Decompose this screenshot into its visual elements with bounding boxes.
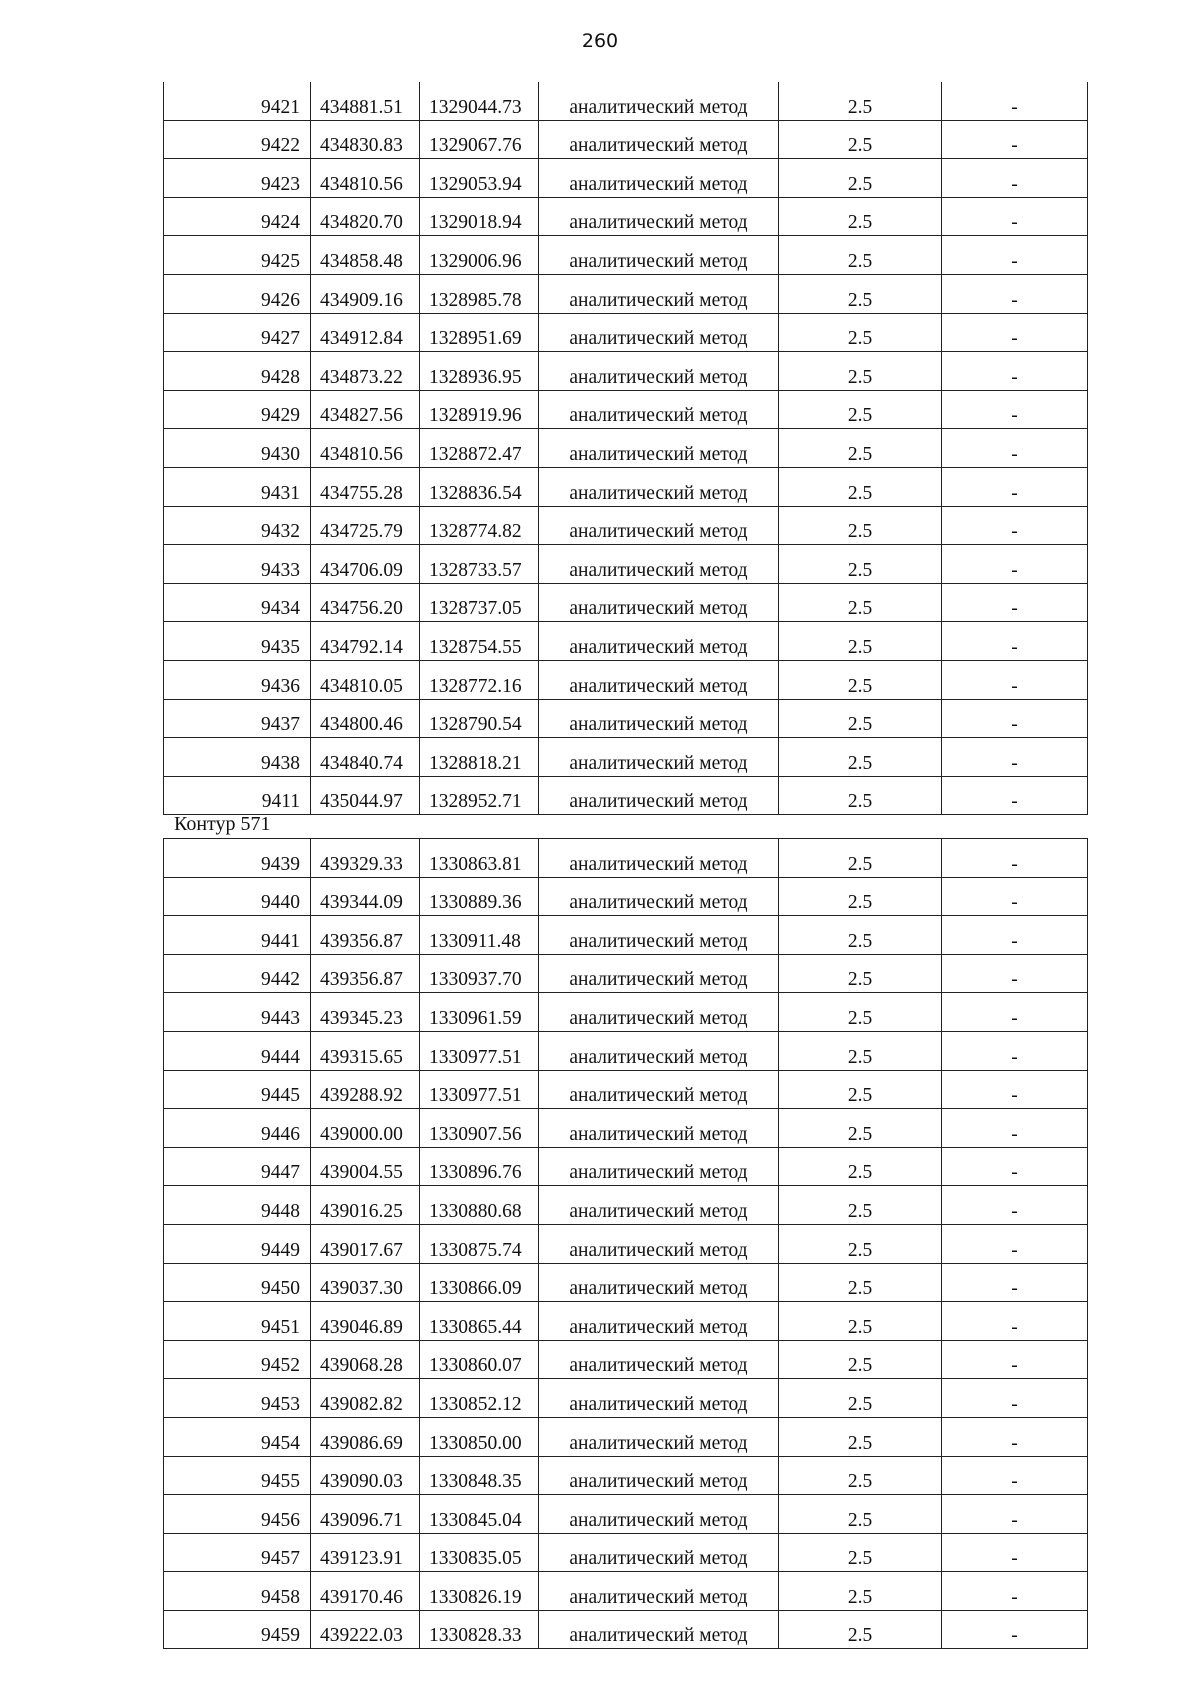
note-cell: - [942,313,1088,352]
point-number-cell: 9447 [164,1147,311,1186]
point-number-cell: 9448 [164,1186,311,1225]
table-row [164,916,1088,955]
method-cell: аналитический метод [539,1109,779,1148]
note-cell: - [942,1340,1088,1379]
point-number-cell: 9441 [164,916,311,955]
point-number-cell: 9455 [164,1456,311,1495]
accuracy-cell: 2.5 [779,1302,942,1341]
table-row [164,274,1088,313]
method-cell: аналитический метод [539,82,779,120]
table-row [164,1186,1088,1225]
accuracy-cell: 2.5 [779,429,942,468]
y-coordinate-cell: 1330852.12 [420,1379,539,1418]
table-row [164,1533,1088,1572]
accuracy-cell: 2.5 [779,583,942,622]
x-coordinate-cell: 439096.71 [311,1495,420,1534]
note-cell: - [942,467,1088,506]
note-cell: - [942,352,1088,391]
point-number-cell: 9422 [164,120,311,159]
method-cell: аналитический метод [539,1186,779,1225]
method-cell: аналитический метод [539,236,779,275]
note-cell: - [942,1186,1088,1225]
y-coordinate-cell: 1328774.82 [420,506,539,545]
method-cell: аналитический метод [539,274,779,313]
y-coordinate-cell: 1330875.74 [420,1224,539,1263]
x-coordinate-cell: 439086.69 [311,1417,420,1456]
table-row [164,1340,1088,1379]
note-cell: - [942,916,1088,955]
section-title: Контур 571 [174,813,271,835]
table-row [164,1070,1088,1109]
point-number-cell: 9440 [164,877,311,916]
y-coordinate-cell: 1329006.96 [420,236,539,275]
table-row [164,877,1088,916]
coordinates-table-2 [163,838,1088,1649]
y-coordinate-cell: 1330865.44 [420,1302,539,1341]
x-coordinate-cell: 434800.46 [311,699,420,738]
y-coordinate-cell: 1330977.51 [420,1031,539,1070]
x-coordinate-cell: 434830.83 [311,120,420,159]
method-cell: аналитический метод [539,877,779,916]
point-number-cell: 9442 [164,954,311,993]
x-coordinate-cell: 439288.92 [311,1070,420,1109]
x-coordinate-cell: 434881.51 [311,82,420,120]
accuracy-cell: 2.5 [779,1031,942,1070]
y-coordinate-cell: 1330835.05 [420,1533,539,1572]
point-number-cell: 9444 [164,1031,311,1070]
note-cell: - [942,1302,1088,1341]
x-coordinate-cell: 439017.67 [311,1224,420,1263]
x-coordinate-cell: 439000.00 [311,1109,420,1148]
y-coordinate-cell: 1330907.56 [420,1109,539,1148]
x-coordinate-cell: 439344.09 [311,877,420,916]
accuracy-cell: 2.5 [779,1456,942,1495]
accuracy-cell: 2.5 [779,877,942,916]
x-coordinate-cell: 439046.89 [311,1302,420,1341]
x-coordinate-cell: 439356.87 [311,916,420,955]
accuracy-cell: 2.5 [779,1610,942,1649]
point-number-cell: 9458 [164,1572,311,1611]
x-coordinate-cell: 434827.56 [311,390,420,429]
method-cell: аналитический метод [539,1572,779,1611]
point-number-cell: 9434 [164,583,311,622]
note-cell: - [942,877,1088,916]
y-coordinate-cell: 1330860.07 [420,1340,539,1379]
accuracy-cell: 2.5 [779,1147,942,1186]
x-coordinate-cell: 434858.48 [311,236,420,275]
method-cell: аналитический метод [539,1495,779,1534]
x-coordinate-cell: 439123.91 [311,1533,420,1572]
table-row [164,429,1088,468]
accuracy-cell: 2.5 [779,197,942,236]
y-coordinate-cell: 1328818.21 [420,738,539,777]
accuracy-cell: 2.5 [779,467,942,506]
table-row [164,1379,1088,1418]
point-number-cell: 9421 [164,82,311,120]
y-coordinate-cell: 1328985.78 [420,274,539,313]
note-cell: - [942,274,1088,313]
table-row [164,660,1088,699]
note-cell: - [942,1417,1088,1456]
y-coordinate-cell: 1330848.35 [420,1456,539,1495]
table-row [164,1495,1088,1534]
table-row [164,1610,1088,1649]
y-coordinate-cell: 1330880.68 [420,1186,539,1225]
x-coordinate-cell: 439004.55 [311,1147,420,1186]
y-coordinate-cell: 1329067.76 [420,120,539,159]
table-row [164,1147,1088,1186]
point-number-cell: 9445 [164,1070,311,1109]
table-row [164,1109,1088,1148]
note-cell: - [942,429,1088,468]
y-coordinate-cell: 1328733.57 [420,545,539,584]
y-coordinate-cell: 1330866.09 [420,1263,539,1302]
y-coordinate-cell: 1328951.69 [420,313,539,352]
accuracy-cell: 2.5 [779,1224,942,1263]
note-cell: - [942,506,1088,545]
method-cell: аналитический метод [539,197,779,236]
note-cell: - [942,197,1088,236]
accuracy-cell: 2.5 [779,274,942,313]
accuracy-cell: 2.5 [779,1379,942,1418]
y-coordinate-cell: 1330889.36 [420,877,539,916]
point-number-cell: 9430 [164,429,311,468]
accuracy-cell: 2.5 [779,622,942,661]
x-coordinate-cell: 434756.20 [311,583,420,622]
accuracy-cell: 2.5 [779,1417,942,1456]
x-coordinate-cell: 434810.56 [311,159,420,198]
point-number-cell: 9453 [164,1379,311,1418]
table-row [164,738,1088,777]
accuracy-cell: 2.5 [779,352,942,391]
accuracy-cell: 2.5 [779,120,942,159]
method-cell: аналитический метод [539,993,779,1032]
point-number-cell: 9454 [164,1417,311,1456]
method-cell: аналитический метод [539,1610,779,1649]
coordinates-table-1 [163,82,1088,815]
x-coordinate-cell: 439170.46 [311,1572,420,1611]
note-cell: - [942,1147,1088,1186]
accuracy-cell: 2.5 [779,1186,942,1225]
accuracy-cell: 2.5 [779,313,942,352]
note-cell: - [942,120,1088,159]
accuracy-cell: 2.5 [779,839,942,878]
x-coordinate-cell: 435044.97 [311,776,420,815]
x-coordinate-cell: 439222.03 [311,1610,420,1649]
y-coordinate-cell: 1329018.94 [420,197,539,236]
method-cell: аналитический метод [539,1263,779,1302]
point-number-cell: 9425 [164,236,311,275]
table-row [164,82,1088,120]
table-row [164,390,1088,429]
accuracy-cell: 2.5 [779,1340,942,1379]
table-row [164,1031,1088,1070]
table-row [164,622,1088,661]
accuracy-cell: 2.5 [779,390,942,429]
x-coordinate-cell: 439037.30 [311,1263,420,1302]
point-number-cell: 9433 [164,545,311,584]
accuracy-cell: 2.5 [779,1109,942,1148]
y-coordinate-cell: 1328737.05 [420,583,539,622]
method-cell: аналитический метод [539,1031,779,1070]
method-cell: аналитический метод [539,1340,779,1379]
point-number-cell: 9424 [164,197,311,236]
page-number: 260 [581,30,619,52]
note-cell: - [942,1031,1088,1070]
accuracy-cell: 2.5 [779,1495,942,1534]
table-row [164,352,1088,391]
y-coordinate-cell: 1328936.95 [420,352,539,391]
accuracy-cell: 2.5 [779,236,942,275]
method-cell: аналитический метод [539,429,779,468]
note-cell: - [942,1109,1088,1148]
accuracy-cell: 2.5 [779,699,942,738]
note-cell: - [942,390,1088,429]
point-number-cell: 9452 [164,1340,311,1379]
table-row [164,506,1088,545]
method-cell: аналитический метод [539,1224,779,1263]
y-coordinate-cell: 1330826.19 [420,1572,539,1611]
table-row [164,1456,1088,1495]
y-coordinate-cell: 1330911.48 [420,916,539,955]
table-row [164,197,1088,236]
x-coordinate-cell: 434909.16 [311,274,420,313]
table-row [164,993,1088,1032]
method-cell: аналитический метод [539,1302,779,1341]
accuracy-cell: 2.5 [779,660,942,699]
x-coordinate-cell: 439329.33 [311,839,420,878]
table-row [164,1302,1088,1341]
x-coordinate-cell: 434840.74 [311,738,420,777]
x-coordinate-cell: 434810.56 [311,429,420,468]
table-row [164,776,1088,815]
note-cell: - [942,1456,1088,1495]
note-cell: - [942,954,1088,993]
table-row [164,545,1088,584]
accuracy-cell: 2.5 [779,1263,942,1302]
method-cell: аналитический метод [539,738,779,777]
y-coordinate-cell: 1330896.76 [420,1147,539,1186]
x-coordinate-cell: 434873.22 [311,352,420,391]
note-cell: - [942,1379,1088,1418]
table-row [164,120,1088,159]
note-cell: - [942,699,1088,738]
note-cell: - [942,1495,1088,1534]
note-cell: - [942,545,1088,584]
point-number-cell: 9459 [164,1610,311,1649]
point-number-cell: 9450 [164,1263,311,1302]
point-number-cell: 9446 [164,1109,311,1148]
note-cell: - [942,82,1088,120]
method-cell: аналитический метод [539,1070,779,1109]
point-number-cell: 9439 [164,839,311,878]
note-cell: - [942,839,1088,878]
point-number-cell: 9438 [164,738,311,777]
x-coordinate-cell: 439345.23 [311,993,420,1032]
method-cell: аналитический метод [539,352,779,391]
note-cell: - [942,738,1088,777]
accuracy-cell: 2.5 [779,954,942,993]
x-coordinate-cell: 439090.03 [311,1456,420,1495]
table-row [164,313,1088,352]
y-coordinate-cell: 1330961.59 [420,993,539,1032]
y-coordinate-cell: 1330937.70 [420,954,539,993]
table-row [164,236,1088,275]
method-cell: аналитический метод [539,390,779,429]
accuracy-cell: 2.5 [779,1533,942,1572]
note-cell: - [942,993,1088,1032]
note-cell: - [942,236,1088,275]
y-coordinate-cell: 1328754.55 [420,622,539,661]
method-cell: аналитический метод [539,839,779,878]
method-cell: аналитический метод [539,313,779,352]
method-cell: аналитический метод [539,622,779,661]
table-row [164,1263,1088,1302]
point-number-cell: 9437 [164,699,311,738]
y-coordinate-cell: 1328872.47 [420,429,539,468]
point-number-cell: 9435 [164,622,311,661]
note-cell: - [942,159,1088,198]
y-coordinate-cell: 1328790.54 [420,699,539,738]
y-coordinate-cell: 1329044.73 [420,82,539,120]
x-coordinate-cell: 434725.79 [311,506,420,545]
table-row [164,159,1088,198]
accuracy-cell: 2.5 [779,506,942,545]
point-number-cell: 9449 [164,1224,311,1263]
method-cell: аналитический метод [539,1147,779,1186]
point-number-cell: 9432 [164,506,311,545]
note-cell: - [942,622,1088,661]
x-coordinate-cell: 439315.65 [311,1031,420,1070]
note-cell: - [942,1224,1088,1263]
accuracy-cell: 2.5 [779,738,942,777]
accuracy-cell: 2.5 [779,1070,942,1109]
table-row [164,1224,1088,1263]
method-cell: аналитический метод [539,1456,779,1495]
point-number-cell: 9411 [164,776,311,815]
table-row [164,699,1088,738]
x-coordinate-cell: 434810.05 [311,660,420,699]
y-coordinate-cell: 1328772.16 [420,660,539,699]
x-coordinate-cell: 439016.25 [311,1186,420,1225]
point-number-cell: 9443 [164,993,311,1032]
accuracy-cell: 2.5 [779,159,942,198]
y-coordinate-cell: 1330863.81 [420,839,539,878]
point-number-cell: 9429 [164,390,311,429]
method-cell: аналитический метод [539,699,779,738]
method-cell: аналитический метод [539,159,779,198]
accuracy-cell: 2.5 [779,82,942,120]
method-cell: аналитический метод [539,1417,779,1456]
method-cell: аналитический метод [539,660,779,699]
note-cell: - [942,776,1088,815]
method-cell: аналитический метод [539,776,779,815]
point-number-cell: 9451 [164,1302,311,1341]
note-cell: - [942,1070,1088,1109]
table-row [164,583,1088,622]
method-cell: аналитический метод [539,583,779,622]
method-cell: аналитический метод [539,1379,779,1418]
y-coordinate-cell: 1330977.51 [420,1070,539,1109]
x-coordinate-cell: 439068.28 [311,1340,420,1379]
x-coordinate-cell: 434792.14 [311,622,420,661]
y-coordinate-cell: 1328952.71 [420,776,539,815]
note-cell: - [942,1610,1088,1649]
x-coordinate-cell: 439356.87 [311,954,420,993]
accuracy-cell: 2.5 [779,776,942,815]
table-row [164,1572,1088,1611]
table-row [164,954,1088,993]
note-cell: - [942,1533,1088,1572]
point-number-cell: 9456 [164,1495,311,1534]
method-cell: аналитический метод [539,545,779,584]
y-coordinate-cell: 1330845.04 [420,1495,539,1534]
y-coordinate-cell: 1330850.00 [420,1417,539,1456]
x-coordinate-cell: 439082.82 [311,1379,420,1418]
x-coordinate-cell: 434755.28 [311,467,420,506]
accuracy-cell: 2.5 [779,916,942,955]
x-coordinate-cell: 434706.09 [311,545,420,584]
point-number-cell: 9427 [164,313,311,352]
table-row [164,1417,1088,1456]
accuracy-cell: 2.5 [779,545,942,584]
point-number-cell: 9428 [164,352,311,391]
y-coordinate-cell: 1328836.54 [420,467,539,506]
note-cell: - [942,1572,1088,1611]
table-row [164,839,1088,878]
point-number-cell: 9431 [164,467,311,506]
note-cell: - [942,583,1088,622]
y-coordinate-cell: 1329053.94 [420,159,539,198]
method-cell: аналитический метод [539,954,779,993]
point-number-cell: 9457 [164,1533,311,1572]
method-cell: аналитический метод [539,467,779,506]
method-cell: аналитический метод [539,916,779,955]
table-row [164,467,1088,506]
x-coordinate-cell: 434820.70 [311,197,420,236]
method-cell: аналитический метод [539,1533,779,1572]
x-coordinate-cell: 434912.84 [311,313,420,352]
point-number-cell: 9426 [164,274,311,313]
note-cell: - [942,1263,1088,1302]
y-coordinate-cell: 1328919.96 [420,390,539,429]
accuracy-cell: 2.5 [779,993,942,1032]
method-cell: аналитический метод [539,506,779,545]
accuracy-cell: 2.5 [779,1572,942,1611]
point-number-cell: 9423 [164,159,311,198]
method-cell: аналитический метод [539,120,779,159]
y-coordinate-cell: 1330828.33 [420,1610,539,1649]
note-cell: - [942,660,1088,699]
point-number-cell: 9436 [164,660,311,699]
